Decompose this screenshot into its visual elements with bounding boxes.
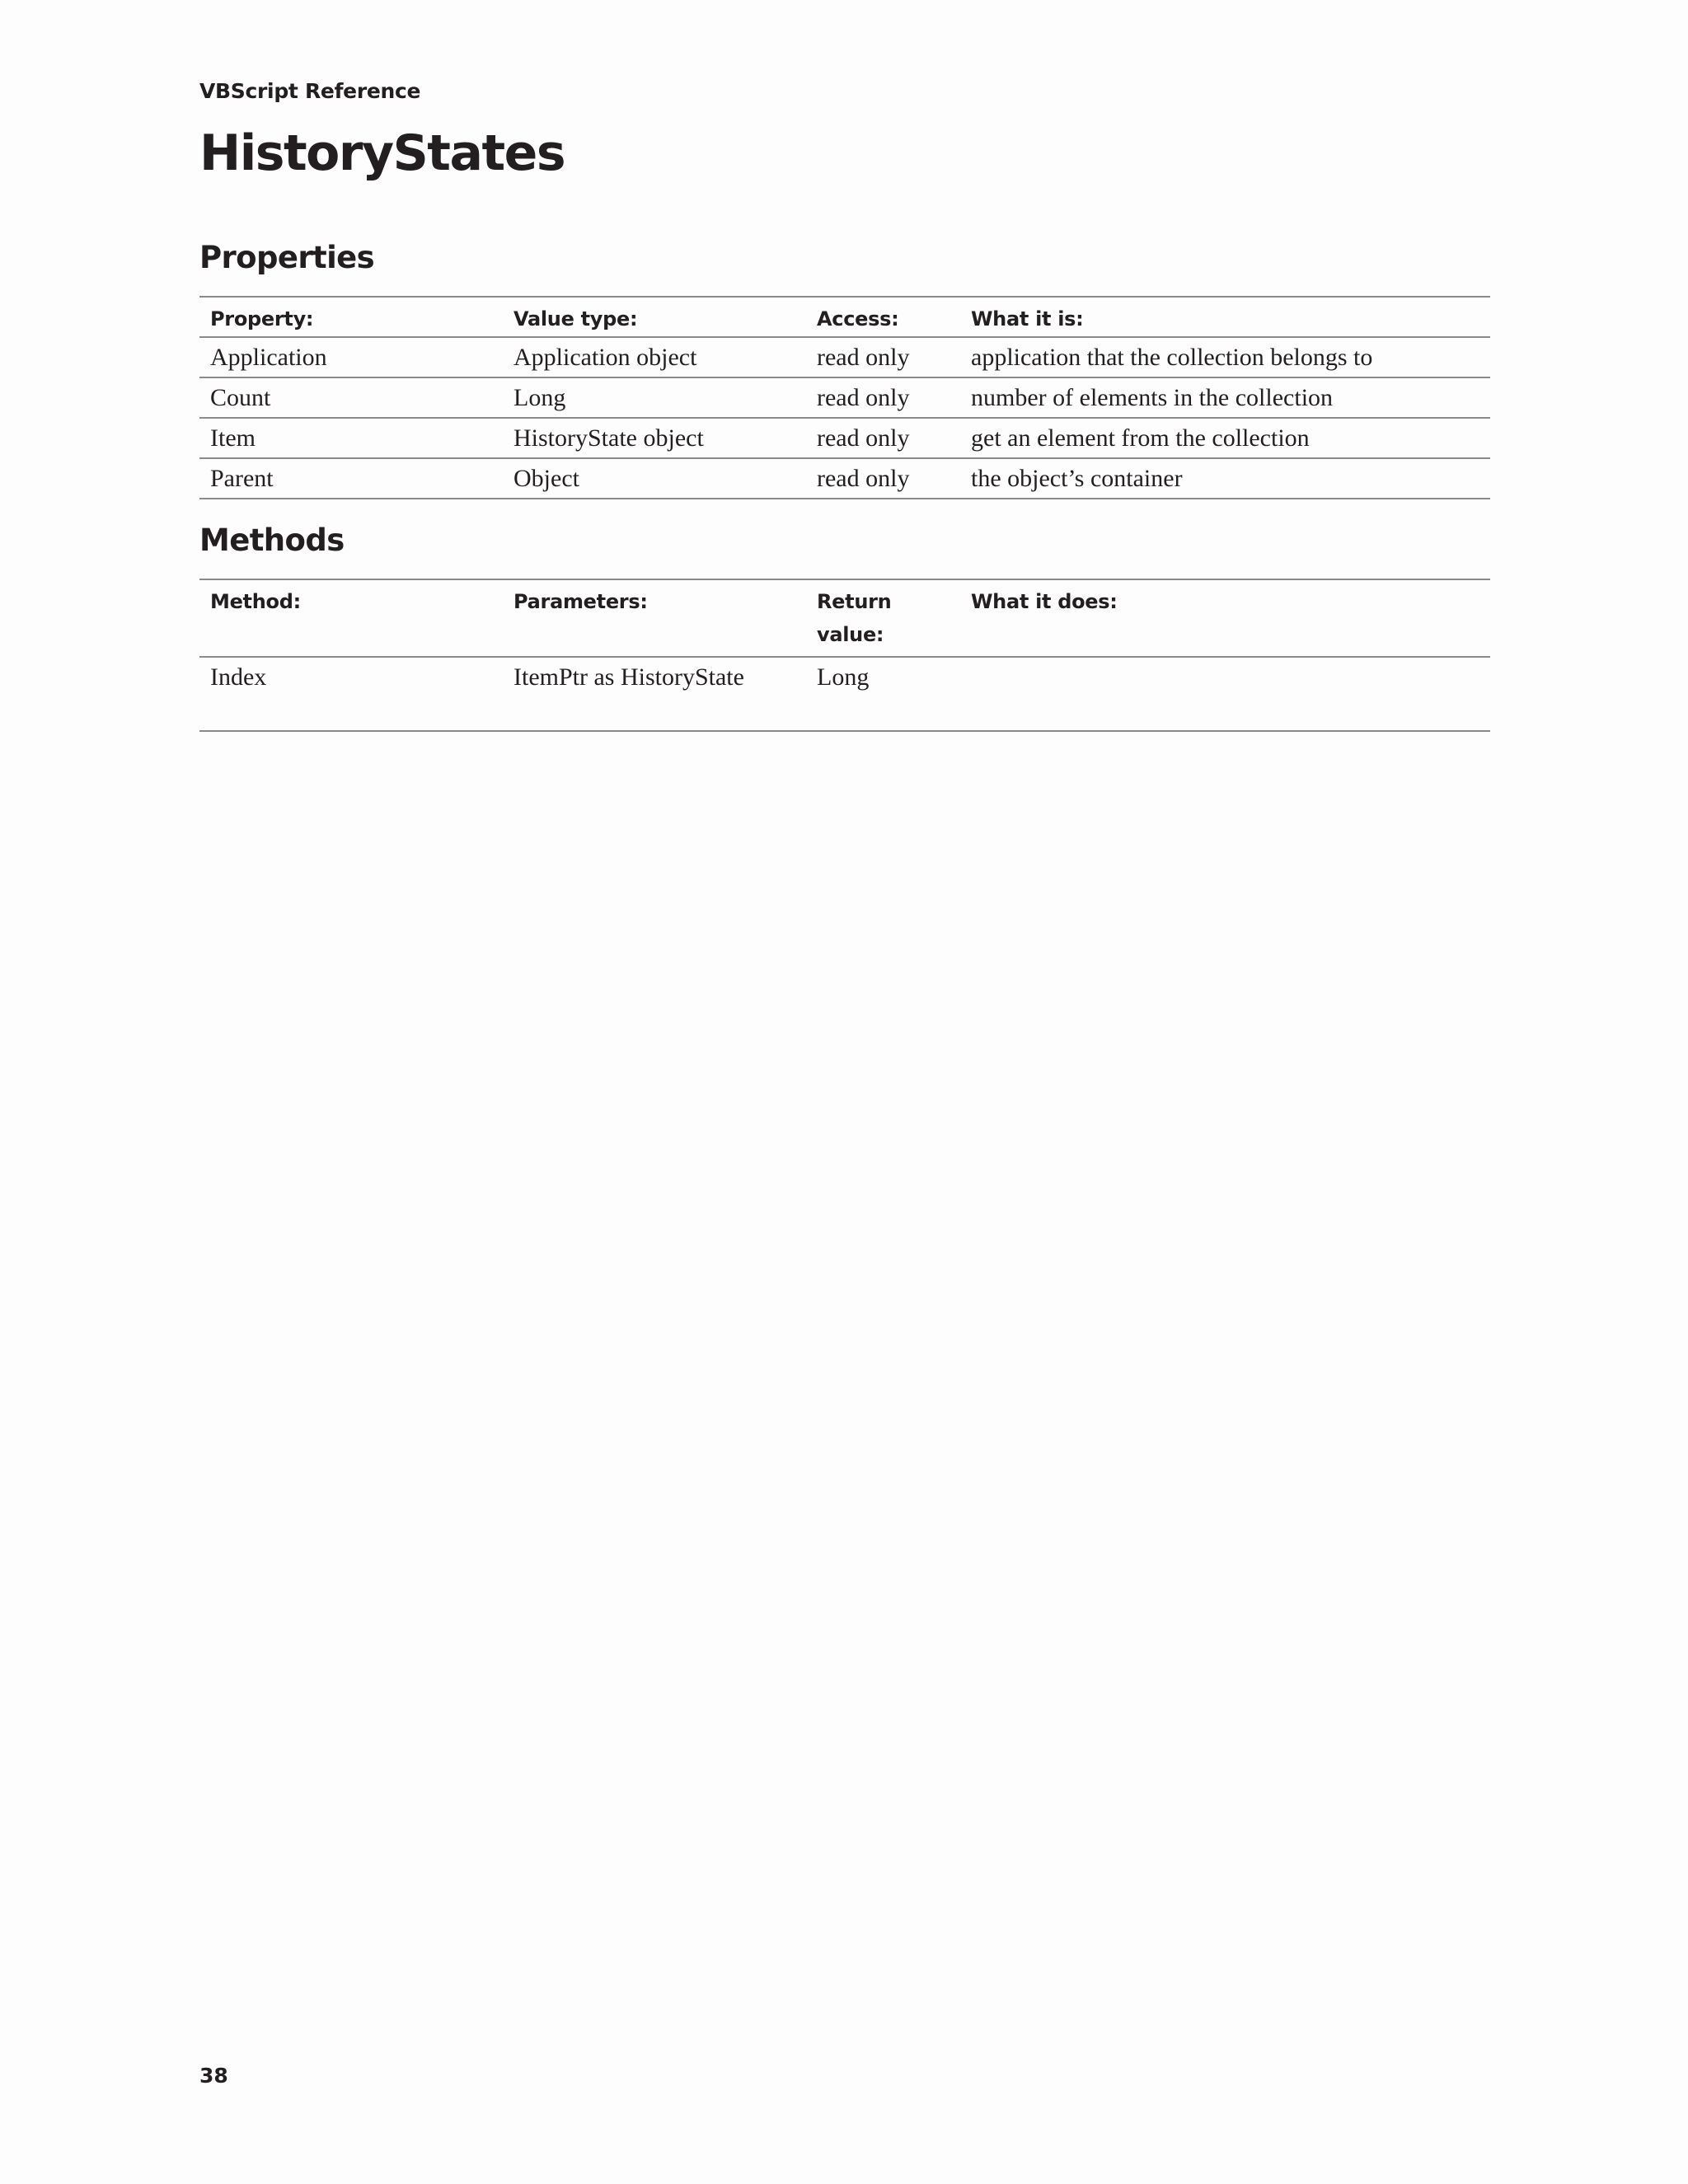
property-name: Item <box>210 424 256 452</box>
column-header-what-it-is: What it is: <box>971 307 1084 330</box>
property-description: get an element from the collection <box>971 424 1310 452</box>
property-description: application that the collection belongs to <box>971 344 1373 371</box>
property-description: number of elements in the collection <box>971 384 1334 411</box>
page-number: 38 <box>199 2064 228 2088</box>
column-header-access: Access: <box>817 307 899 330</box>
methods-table <box>199 579 1490 732</box>
property-value-type: HistoryState object <box>513 424 704 452</box>
method-description <box>960 657 1490 731</box>
table-row <box>199 458 1490 499</box>
property-access: read only <box>817 344 910 371</box>
property-name: Application <box>210 344 327 371</box>
column-header-parameters: Parameters: <box>513 590 648 613</box>
methods-heading: Methods <box>199 523 345 558</box>
property-name: Count <box>210 384 271 411</box>
property-value-type: Object <box>513 465 579 492</box>
table-row <box>199 418 1490 458</box>
column-header-property: Property: <box>210 307 314 330</box>
property-access: read only <box>817 384 910 411</box>
running-head: VBScript Reference <box>199 79 421 103</box>
table-header-row <box>199 297 1490 337</box>
properties-heading: Properties <box>199 240 375 275</box>
method-parameters: ItemPtr as HistoryState <box>513 663 744 691</box>
column-header-what-it-does: What it does: <box>971 590 1118 613</box>
column-header-value-type: Value type: <box>513 307 638 330</box>
properties-table <box>199 296 1490 499</box>
property-value-type: Long <box>513 384 566 411</box>
column-header-return-value: Return value: <box>817 590 892 646</box>
table-row <box>199 337 1490 377</box>
method-return-value: Long <box>817 663 870 691</box>
property-description: the object’s container <box>971 465 1183 492</box>
property-access: read only <box>817 424 910 452</box>
page-title: HistoryStates <box>199 124 565 182</box>
table-header-row <box>199 579 1490 657</box>
table-row <box>199 657 1490 731</box>
property-access: read only <box>817 465 910 492</box>
method-name: Index <box>210 663 267 691</box>
property-value-type: Application object <box>513 344 697 371</box>
column-header-method: Method: <box>210 590 301 613</box>
property-name: Parent <box>210 465 274 492</box>
table-row <box>199 377 1490 418</box>
